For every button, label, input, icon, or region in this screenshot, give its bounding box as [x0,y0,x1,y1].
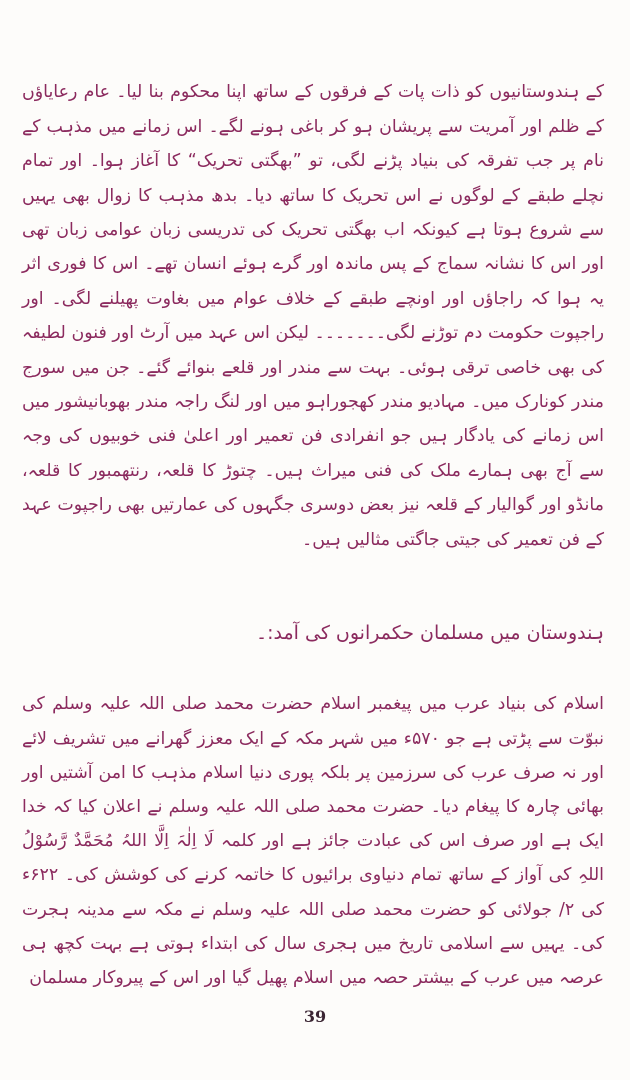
page-number: 39 [303,1007,327,1026]
section-heading: ہندوستان میں مسلمان حکمرانوں کی آمد:۔ [255,622,604,644]
body-paragraph-2: اسلام کی بنیاد عرب میں پیغمبر اسلام حضرت محمد صلی اللہ علیہ وسلم کی نبوّت سے پڑتی ہے جو ۵۷۰ء میں شہر مکہ کے ایک معزز گھرانے میں تشریف لائے اور نہ صرف عرب کی سرزمین پر بلکہ پوری دنیا اسلام مذہب کا امن آشتیں اور بھائی چارہ کا پیغام دیا۔ حضرت محمد صلی اللہ علیہ وسلم نے اعلان کیا کہ خدا ایک ہے اور صرف اس کی عبادت جائز ہے اور کلمہ لَا اِلٰہَ اِلَّا اللہُ مُحَمَّدٌ رَّسُوْلُ اللہِ کی آواز کے ساتھ تمام دنیاوی برائیوں کا خاتمہ کرنے کی کوشش کی۔ ۶۲۲ء کی ۲/ جولائی کو حضرت محمد صلی اللہ علیہ وسلم نے مکہ سے مدینہ ہجرت کی۔ یہیں سے اسلامی تاریخ میں ہجری سال کی ابتداء ہوتی ہے بہت کچھ ہی عرصہ میں عرب کے بیشتر حصہ میں اسلام پھیل گیا اور اس کے پیروکار مسلمان [22,694,605,989]
body-paragraph-1: کے ہندوستانیوں کو ذات پات کے فرقوں کے ساتھ اپنا محکوم بنا لیا۔ عام رعایاؤں کے ظلم اور آمریت سے پریشان ہو کر باغی ہونے لگے۔ اس زمانے میں مذہب کے نام پر جب تفرقہ کی بنیاد پڑنے لگی، تو ”بھگتی تحریک“ کا آغاز ہوا۔ اور تمام نچلے طبقے کے لوگوں نے اس تحریک کا ساتھ دیا۔ بدھ مذہب کا زوال بھی یہیں سے شروع ہوتا ہے کیونکہ اب بھگتی تحریک کی تدریسی زبان عوامی زبان تھی اور اس کا نشانہ سماج کے پس ماندہ اور گرے ہوئے انسان تھے۔ اس کا فوری اثر یہ ہوا کہ راجاؤں اور اونچے طبقے کے خلاف عوام میں بغاوت پھیلنے لگی۔ اور راجپوت حکومت دم توڑنے لگی۔۔۔۔۔۔۔ لیکن اس عہد میں آرٹ اور فنون لطیفہ کی بھی خاصی ترقی ہوئی۔ بہت سے مندر اور قلعے بنوائے گئے۔ جن میں سورج مندر کونارک میں۔ مہادیو مندر کھجوراہو میں اور لنگ راجہ مندر بھوبانیشور میں اس زمانے کی یادگار ہیں جو انفرادی فن تعمیر اور اعلیٰ فنی خوبیوں کی وجہ سے آج بھی ہمارے ملک کی فنی میراث ہیں۔ چتوڑ کا قلعہ، رنتھمبور کا قلعہ، مانڈو اور گوالیار کے قلعہ نیز بعض دوسری جگہوں کی عمارتیں بھی راجپوت عہد کے فن تعمیر کی جیتی جاگتی مثالیں ہیں۔ [22,82,604,550]
